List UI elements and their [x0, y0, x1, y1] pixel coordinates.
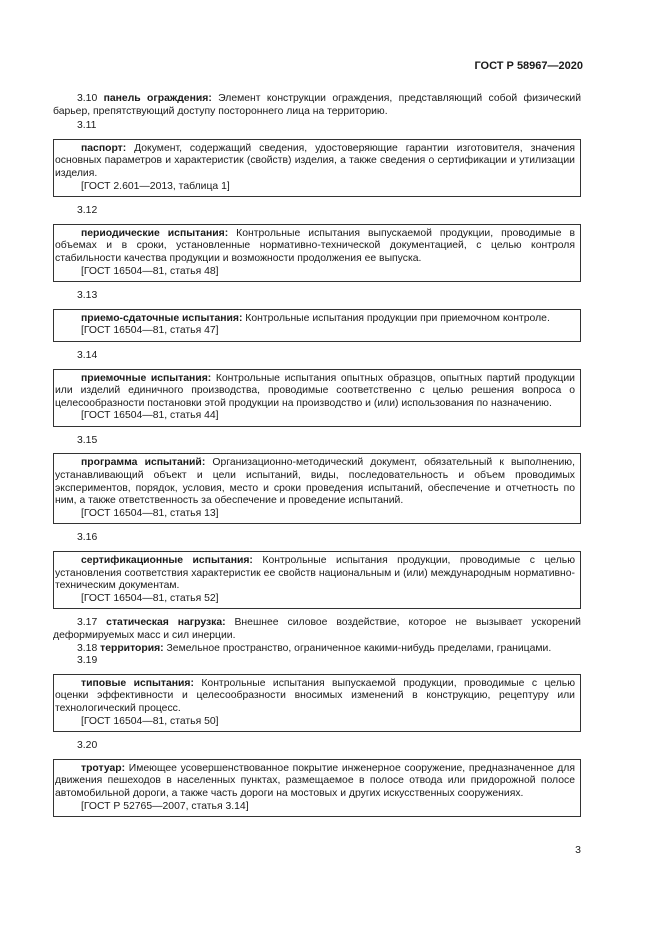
- term-text: Контрольные испытания опытных образцов, опытных партий продукции или изделий единичного производства, проводимые соответственно с целью решения вопроса о целесообразности постановки этой продукции на производство и (или) использования по назначению.: [55, 372, 575, 409]
- term: приемо-сдаточные испытания:: [81, 312, 243, 324]
- term: программа испытаний:: [81, 457, 206, 469]
- term-text: Контрольные испытания продукции при приемочном контроле.: [242, 312, 550, 324]
- term: территория:: [100, 642, 164, 654]
- term-text: Контрольные испытания продукции, проводимые с целью установления соответствия характеристик ее свойств национальным и (или) международным нормативно-техническим документам.: [55, 555, 575, 592]
- definition-box-3-12: [53, 224, 581, 282]
- source-reference: [ГОСТ 2.601—2013, таблица 1]: [81, 180, 230, 192]
- term-number: 3.18: [77, 642, 98, 654]
- term-text: Земельное пространство, ограниченное какими-нибудь пределами, границами.: [163, 642, 552, 654]
- source-reference: [ГОСТ 16504—81, статья 13]: [81, 507, 219, 519]
- term: типовые испытания:: [81, 677, 194, 689]
- term-number: 3.14: [77, 349, 98, 361]
- definition-box-3-19: [53, 674, 581, 732]
- term: периодические испытания:: [81, 227, 229, 239]
- term-number: 3.10: [77, 93, 98, 104]
- term-text: Организационно-методический документ, обязательный к выполнению, устанавливающий объект и цели испытаний, виды, последовательность и объем проводимых экспериментов, порядок, условия, место и сроки проведения испытаний, обеспечение и отчетность по ним, а также ответственность за обеспечение и проведение испытаний.: [55, 457, 575, 507]
- term-text: Контрольные испытания выпускаемой продукции, проводимые с целью оценки эффективности и целесообразности вносимых изменений в конструкцию, рецептуру или технологический процесс.: [55, 677, 575, 714]
- term: панель ограждения:: [103, 93, 212, 104]
- term-number: 3.11: [77, 120, 97, 132]
- term-text: Внешнее силовое воздействие, которое не вызывает ускорений деформируемых масс и сил инерции.: [53, 617, 581, 641]
- definitions-list: [53, 93, 581, 825]
- page-number: 3: [575, 844, 581, 856]
- term-number: 3.16: [77, 532, 98, 544]
- definition-3-10: [53, 93, 581, 118]
- term: статическая нагрузка:: [106, 617, 226, 629]
- source-reference: [ГОСТ Р 52765—2007, статья 3.14]: [81, 800, 249, 812]
- term-text: Контрольные испытания выпускаемой продукции, проводимые в объемах и в сроки, установленные нормативно-технической документацией, с целью контроля стабильности качества продукции и возможности продолжения ее выпуска.: [55, 227, 575, 264]
- definition-3-17: [53, 617, 581, 642]
- definition-box-3-14: [53, 369, 581, 427]
- source-reference: [ГОСТ 16504—81, статья 48]: [81, 265, 219, 277]
- term-number: 3.12: [77, 205, 98, 217]
- term-number: 3.19: [77, 655, 98, 667]
- term: приемочные испытания:: [81, 372, 212, 384]
- term: сертификационные испытания:: [81, 555, 253, 567]
- term-number: 3.13: [77, 290, 98, 302]
- term: тротуар:: [81, 762, 126, 774]
- term-number: 3.20: [77, 740, 98, 752]
- source-reference: [ГОСТ 16504—81, статья 44]: [81, 410, 219, 422]
- term-text: Элемент конструкции ограждения, представляющий собой физический барьер, препятствующий доступу постороннего лица на территорию.: [53, 93, 582, 117]
- term-number: 3.17: [77, 617, 98, 629]
- term-text: Документ, содержащий сведения, удостоверяющие гарантии изготовителя, значения основных параметров и характеристик (свойств) изделия, а также сведения о сертификации и утилизации изделия.: [55, 142, 575, 179]
- definition-box-3-11: [53, 139, 581, 197]
- source-reference: [ГОСТ 16504—81, статья 52]: [81, 592, 219, 604]
- source-reference: [ГОСТ 16504—81, статья 50]: [81, 715, 219, 727]
- source-reference: [ГОСТ 16504—81, статья 47]: [81, 325, 219, 337]
- term: паспорт:: [81, 142, 127, 154]
- definition-box-3-15: [53, 453, 581, 524]
- definition-box-3-13: [53, 309, 581, 342]
- term-number: 3.15: [77, 434, 98, 446]
- standard-header: ГОСТ Р 58967—2020: [474, 60, 583, 72]
- term-text: Имеющее усовершенствованное покрытие инженерное сооружение, предназначенное для движения пешеходов в населенных пунктах, размещаемое в полосе отвода или придорожной полосе автомобильной дороги, а также часть дороги на мостовых и других искусственных сооружениях.: [55, 762, 575, 799]
- definition-3-18: [53, 643, 581, 656]
- definition-box-3-16: [53, 551, 581, 609]
- definition-box-3-20: [53, 759, 581, 817]
